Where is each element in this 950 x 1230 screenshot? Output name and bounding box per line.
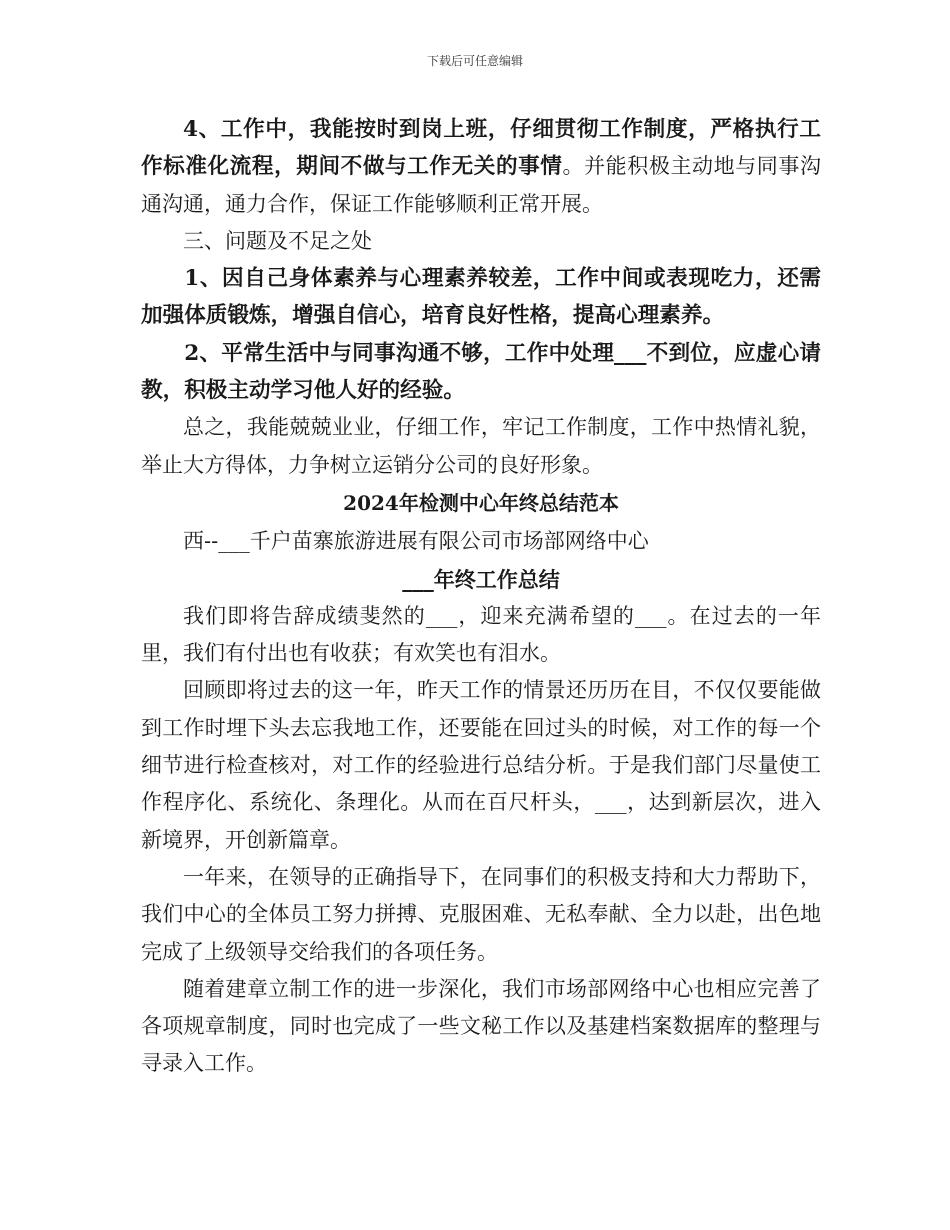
document-body	[141, 111, 821, 1083]
paragraph-problem-2: 2、平常生活中与同事沟通不够，工作中处理___不到位，应虚心请教，积极主动学习他人好的经验。	[141, 340, 821, 404]
document-subtitle: ___年终工作总结	[402, 566, 560, 592]
paragraph-review: 回顾即将过去的这一年，昨天工作的情景还历历在目，不仅仅要能做到工作时埋下头去忘我地工作，还要能在回过头的时候，对工作的每一个细节进行检查核对，对工作的经验进行总结分析。于是我们部门尽量使工作程序化、系统化、条理化。从而在百尺杆头，___，达到新层次，进入新境界，开创新篇章。	[141, 678, 821, 852]
paragraph-year-summary: 一年来，在领导的正确指导下，在同事们的积极支持和大力帮助下，我们中心的全体员工努力拼搏、克服困难、无私奉献、全力以赴，出色地完成了上级领导交给我们的各项任务。	[141, 864, 821, 964]
section-heading-problems: 三、问题及不足之处	[183, 228, 372, 253]
paragraph-work-4-rest: 。并能积极主动地与同事沟通沟通，通力合作，保证工作能够顺利正常开展。	[141, 154, 821, 216]
paragraph-conclusion: 总之，我能兢兢业业，仔细工作，牢记工作制度，工作中热情礼貌，举止大方得体，力争树立运销分公司的良好形象。	[141, 415, 821, 477]
document-title: 2024年检测中心年终总结范本	[343, 490, 619, 515]
page-header: 下载后可任意编辑	[426, 54, 523, 68]
paragraph-work-4-bold: 4、工作中，我能按时到岗上班，仔细贯彻工作制度，严格执行工作标准化流程，期间不做与工作无关的事情	[141, 117, 821, 180]
paragraph-regulations: 随着建章立制工作的进一步深化，我们市场部网络中心也相应完善了各项规章制度，同时也完成了一些文秘工作以及基建档案数据库的整理与寻录入工作。	[141, 976, 821, 1076]
paragraph-problem-1: 1、因自己身体素养与心理素养较差，工作中间或表现吃力，还需加强体质锻炼，增强自信心，培育良好性格，提高心理素养。	[141, 266, 821, 329]
paragraph-intro: 我们即将告辞成绩斐然的___，迎来充满希望的___。在过去的一年里，我们有付出也有收获；有欢笑也有泪水。	[141, 603, 821, 666]
paragraph-work-4	[141, 111, 821, 223]
organization-line: 西--___千户苗寨旅游进展有限公司市场部网络中心	[183, 529, 649, 554]
